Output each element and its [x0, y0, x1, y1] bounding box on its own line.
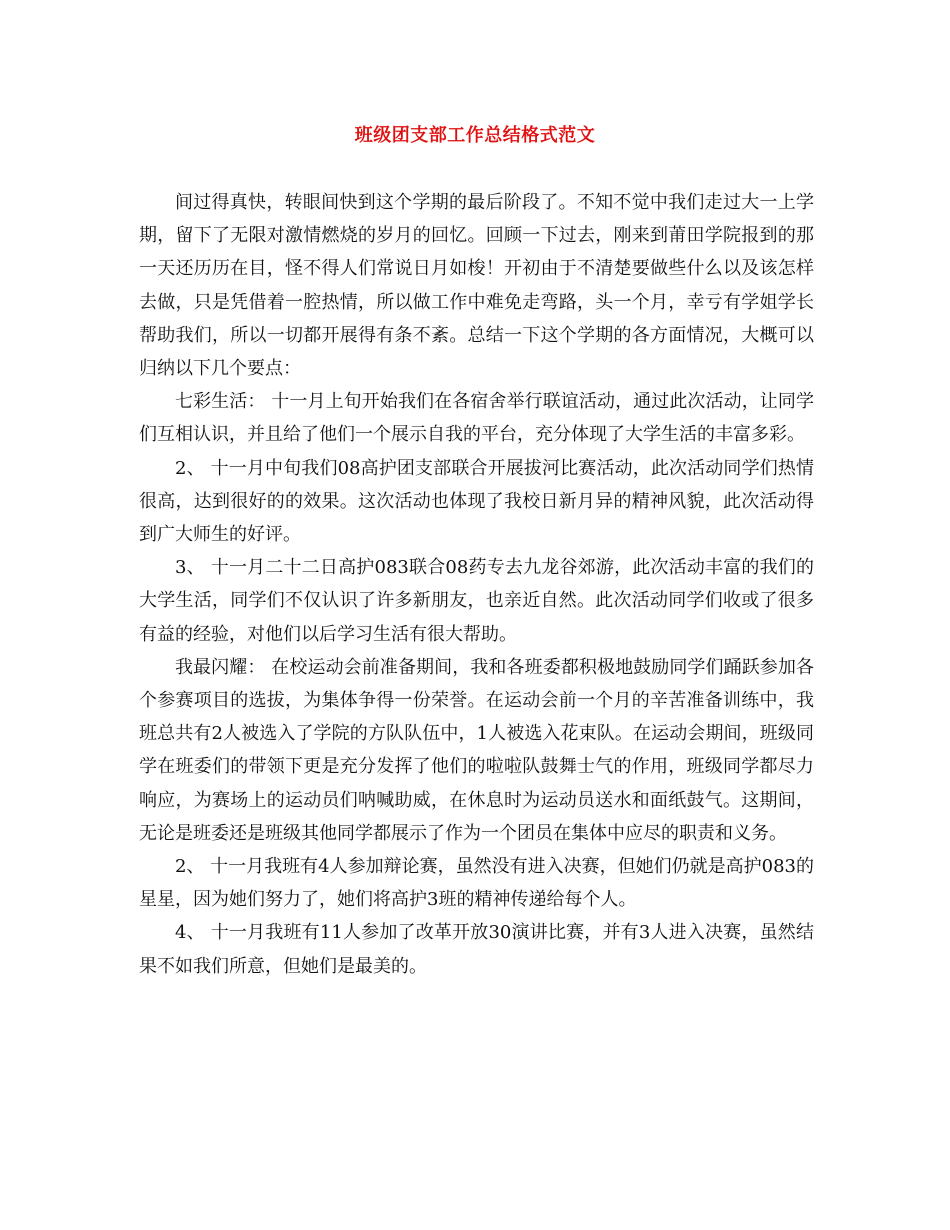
paragraph-colorful-life: 七彩生活： 十一月上旬开始我们在各宿舍举行联谊活动，通过此次活动，让同学们互相认识，并且给了他们一个展示自我的平台，充分体现了大学生活的丰富多彩。 — [139, 391, 814, 446]
paragraph-tug-of-war: 2、 十一月中旬我们08高护团支部联合开展拔河比赛活动，此次活动同学们热情很高，达到很好的的效果。这次活动也体现了我校日新月异的精神风貌，此次活动得到广大师生的好评。 — [139, 457, 814, 546]
paragraph-outing: 3、 十一月二十二日高护083联合08药专去九龙谷郊游，此次活动丰富的我们的大学生活，同学们不仅认识了许多新朋友，也亲近自然。此次活动同学们收或了很多有益的经验，对他们以后学习生活有很大帮助。 — [139, 557, 814, 645]
paragraph-sports-meet: 我最闪耀： 在校运动会前准备期间，我和各班委都积极地鼓励同学们踊跃参加各个参赛项目的选拔，为集体争得一份荣誉。在运动会前一个月的辛苦准备训练中，我班总共有2人被选入了学院的方队队伍中，1人被选入花束队。在运动会期间，班级同学在班委们的带领下更是充分发挥了他们的啦啦队鼓舞士气的作用，班级同学都尽力响应，为赛场上的运动员们呐喊助威，在休息时为运动员送水和面纸鼓气。这期间，无论是班委还是班级其他同学都展示了作为一个团员在集体中应尽的职责和义务。 — [139, 656, 814, 844]
paragraph-intro: 间过得真快，转眼间快到这个学期的最后阶段了。不知不觉中我们走过大一上学期，留下了无限对激情燃烧的岁月的回忆。回顾一下过去，刚来到莆田学院报到的那一天还历历在目，怪不得人们常说日月如梭！开初由于不清楚要做些什么以及该怎样去做，只是凭借着一腔热情，所以做工作中难免走弯路，头一个月，幸亏有学姐学长帮助我们，所以一切都开展得有条不紊。总结一下这个学期的各方面情况，大概可以归纳以下几个要点： — [139, 192, 814, 380]
document-title: 班级团支部工作总结格式范文 — [354, 125, 596, 146]
paragraph-speech-contest: 4、 十一月我班有11人参加了改革开放30演讲比赛，并有3人进入决赛，虽然结果不如我们所意，但她们是最美的。 — [139, 922, 814, 977]
document-body — [139, 186, 814, 983]
paragraph-debate: 2、 十一月我班有4人参加辩论赛，虽然没有进入决赛，但她们仍就是高护083的星星，因为她们努力了，她们将高护3班的精神传递给每个人。 — [139, 856, 814, 911]
